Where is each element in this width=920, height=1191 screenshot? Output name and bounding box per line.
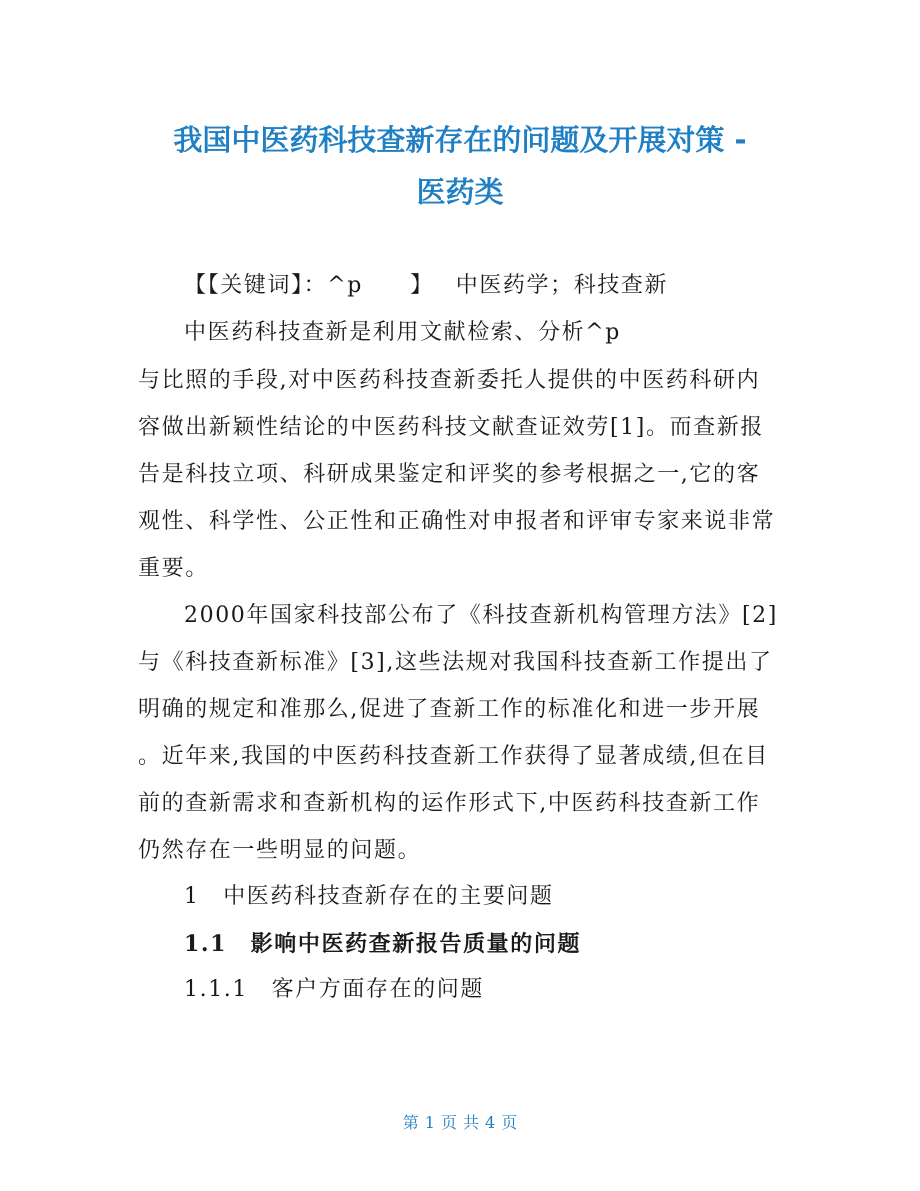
paragraph-2-line-1: 2000年国家科技部公布了《科技查新机构管理方法》[2] (184, 603, 778, 628)
paragraph-1-line-2: 与比照的手段,对中医药科技查新委托人提供的中医药科研内 (138, 368, 761, 393)
paragraph-1-line-5: 观性、科学性、公正性和正确性对申报者和评审专家来说非常 (138, 509, 776, 534)
keywords-line (184, 271, 668, 301)
section-heading-1-1-1: 1.1.1 客户方面存在的问题 (184, 977, 484, 1002)
footer-page-word: 第 (402, 1113, 419, 1132)
section-heading-1: 1 中医药科技查新存在的主要问题 (184, 884, 554, 909)
paragraph-1-line-6: 重要。 (138, 556, 209, 581)
section-heading-1-1: 1.1 影响中医药查新报告质量的问题 (184, 931, 582, 957)
document-title-line-2: 医药类 (416, 175, 504, 209)
footer-total-unit: 页 (501, 1113, 518, 1132)
footer-page-unit: 页 (440, 1113, 457, 1132)
footer-total-pages: 4 (485, 1113, 496, 1132)
paragraph-2-line-6: 仍然存在一些明显的问题。 (138, 838, 422, 863)
paragraph-1-line-1: 中医药科技查新是利用文献检索、分析^p (184, 320, 621, 345)
footer-total-word: 共 (463, 1113, 480, 1132)
paragraph-2-line-5: 前的查新需求和查新机构的运作形式下,中医药科技查新工作 (138, 791, 761, 816)
paragraph-2-line-4: 。近年来,我国的中医药科技查新工作获得了显著成绩,但在目 (138, 744, 769, 769)
paragraph-2-line-3: 明确的规定和准那么,促进了查新工作的标准化和进一步开展 (138, 697, 761, 722)
page-footer (0, 1110, 920, 1133)
keywords-label: 【【关键词】：^p 】 (184, 273, 434, 298)
keywords-value: 中医药学；科技查新 (455, 273, 669, 298)
paragraph-1-line-4: 告是科技立项、科研成果鉴定和评奖的参考根据之一,它的客 (138, 462, 761, 487)
paragraph-1-line-3: 容做出新颖性结论的中医药科技文献查证效劳[1]。而查新报 (138, 415, 764, 440)
paragraph-2-line-2: 与《科技查新标准》[3],这些法规对我国科技查新工作提出了 (138, 650, 773, 675)
footer-page-number: 1 (424, 1113, 435, 1132)
document-title-line-1: 我国中医药科技查新存在的问题及开展对策 - (173, 123, 747, 157)
